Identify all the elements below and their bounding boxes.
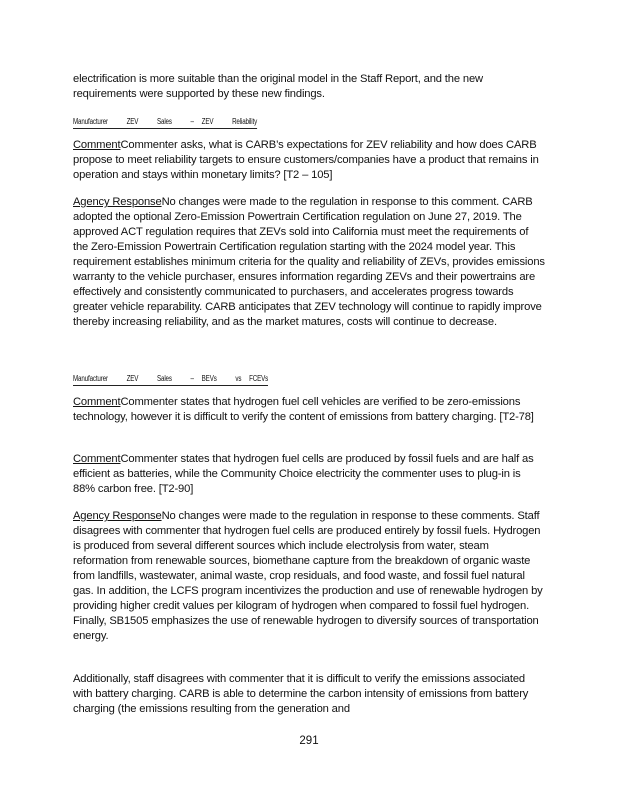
comment-text: Commenter states that hydrogen fuel cells are produced by fossil fuels and are half as efficient as batteries, while the Community Choice electricity the commenter uses to plug-in is 88% carbon free. [T2-90] — [73, 453, 534, 495]
heading-word: BEVs — [201, 374, 217, 383]
agency-response-label: Agency Response — [73, 196, 162, 208]
heading-word: Manufacturer — [73, 374, 108, 383]
agency-response-label: Agency Response — [73, 510, 162, 522]
comment-paragraph-reliability — [73, 138, 545, 183]
heading-word: – — [190, 117, 194, 126]
agency-response-text: No changes were made to the regulation in response to these comments. Staff disagrees with commenter that hydrogen fuel cells are produced entirely by fossil fuels. Hydrogen is produced from several different sources which include electrolysis from water, steam reformation from renewable sources, biomethane capture from the breakdown of organic waste from landfills, wastewater, animal waste, crop residuals, and food waste, and fossil fuel natural gas. In addition, the LCFS program incentivizes the production and use of renewable hydrogen by providing higher credit values per kilogram of hydrogen when compared to fossil fuel hydrogen. Finally, SB1505 emphasizes the use of renewable hydrogen to diversify sources of transportation energy. — [73, 510, 543, 642]
heading-word: ZEV — [126, 117, 139, 126]
intro-paragraph — [73, 72, 545, 102]
heading-word: Sales — [157, 374, 172, 383]
agency-response-text: No changes were made to the regulation in response to this comment. CARB adopted the optional Zero-Emission Powertrain Certification regulation on June 27, 2019. The approved ACT regulation requires that ZEVs sold into California must meet the requirements of the Zero-Emission Powertrain Certification regulation starting with the 2024 model year. This requirement establishes minimum criteria for the quality and reliability of ZEVs, provides emissions warranty to the vehicle purchaser, ensures information regarding ZEVs and their powertrains are effectively and consistently communicated to purchasers, and accelerates progress towards greater vehicle reparability. CARB anticipates that ZEV technology will continue to rapidly improve thereby increasing reliability, and as the market matures, costs will continue to decrease. — [73, 196, 545, 328]
intro-text: electrification is more suitable than the original model in the Staff Report, and the new requirements were supported by these new findings. — [73, 73, 483, 100]
heading-word: – — [190, 374, 194, 383]
heading-word: FCEVs — [249, 374, 269, 383]
comment-label: Comment — [73, 453, 121, 465]
section-heading-bevs-vs-fcevs — [73, 374, 268, 386]
comment-paragraph-emissions-verification — [73, 395, 545, 425]
heading-word: Manufacturer — [73, 117, 108, 126]
heading-word: Reliability — [232, 117, 258, 126]
closing-text: Additionally, staff disagrees with commenter that it is difficult to verify the emissions associated with battery charging. CARB is able to determine the carbon intensity of emissions from battery charging (the emissions resulting from the generation and — [73, 673, 529, 715]
heading-word: vs — [235, 374, 242, 383]
agency-response-hydrogen — [73, 509, 545, 644]
comment-label: Comment — [73, 139, 121, 151]
page-number: 291 — [299, 735, 319, 747]
section-heading-zev-reliability — [73, 117, 257, 129]
comment-label: Comment — [73, 396, 121, 408]
comment-text: Commenter states that hydrogen fuel cell vehicles are verified to be zero-emissions technology, however it is difficult to verify the content of emissions from battery charging. [T2-78] — [73, 396, 534, 423]
comment-text: Commenter asks, what is CARB’s expectations for ZEV reliability and how does CARB propose to meet reliability targets to ensure customers/companies have a product that remains in operation and stays within monetary limits? [T2 – 105] — [73, 139, 539, 181]
heading-word: ZEV — [126, 374, 139, 383]
closing-paragraph — [73, 672, 545, 717]
heading-word: Sales — [157, 117, 172, 126]
comment-paragraph-fuel-cells — [73, 452, 545, 497]
heading-word: ZEV — [201, 117, 214, 126]
agency-response-reliability — [73, 195, 545, 330]
